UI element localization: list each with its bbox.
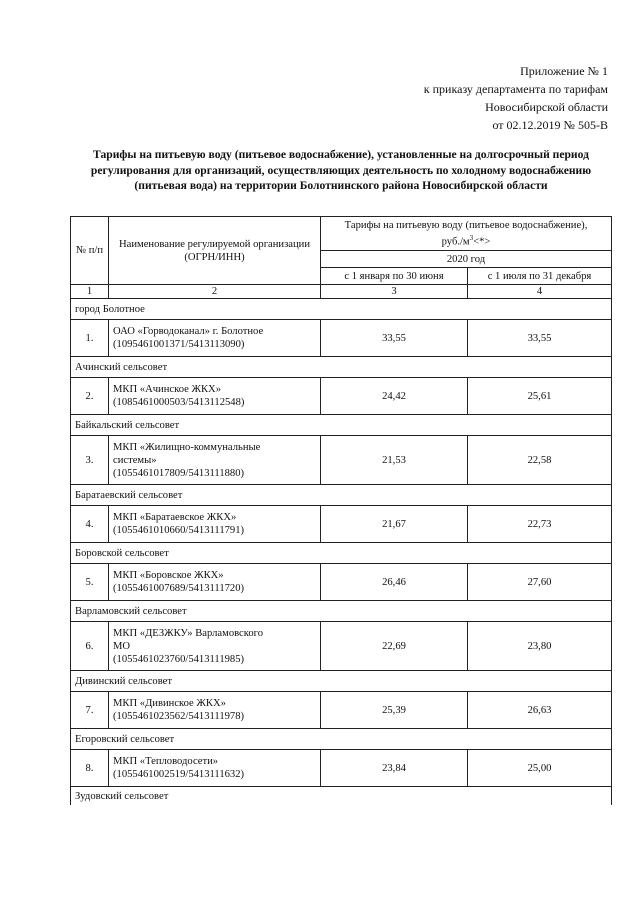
row-organization: МКП «Боровское ЖКХ» (1055461007689/5413111720) [109, 564, 321, 601]
annex-line-1: Приложение № 1 [520, 64, 608, 78]
section-title: город Болотное [71, 299, 612, 320]
header-tariff-unit: руб./м [441, 236, 470, 248]
tariff-table [70, 216, 612, 805]
row-organization: МКП «Баратаевское ЖКХ» (1055461010660/5413111791) [109, 506, 321, 543]
row-tariff-h2: 23,80 [468, 622, 612, 671]
row-tariff-h1: 21,67 [321, 506, 468, 543]
header-period-2: с 1 июля по 31 декабря [468, 268, 612, 285]
row-tariff-h1: 24,42 [321, 378, 468, 415]
row-tariff-h1: 26,46 [321, 564, 468, 601]
row-organization: МКП «Тепловодосети» (1055461002519/5413111632) [109, 750, 321, 787]
row-organization: МКП «Жилищно-коммунальные системы» (1055461017809/5413111880) [109, 436, 321, 485]
section-title: Варламовский сельсовет [71, 601, 612, 622]
row-tariff-h2: 33,55 [468, 320, 612, 357]
row-tariff-h2: 25,61 [468, 378, 612, 415]
header-year: 2020 год [321, 251, 612, 268]
header-tariff-main: Тарифы на питьевую воду (питьевое водоснабжение), [344, 219, 588, 231]
header-tariff-note: <*> [473, 236, 491, 248]
header-tariff-sup: 3 [469, 233, 474, 242]
section-title: Баратаевский сельсовет [71, 485, 612, 506]
row-organization: ОАО «Горводоканал» г. Болотное (1095461001371/5413113090) [109, 320, 321, 357]
row-number: 2. [71, 378, 109, 415]
table-row [71, 320, 612, 357]
table-row [71, 564, 612, 601]
colnum-1: 1 [71, 285, 109, 299]
table-row [71, 622, 612, 671]
colnum-4: 4 [468, 285, 612, 299]
row-tariff-h1: 22,69 [321, 622, 468, 671]
row-number: 6. [71, 622, 109, 671]
header-period-1: с 1 января по 30 июня [321, 268, 468, 285]
row-organization: МКП «ДЕЗЖКУ» Варламовского МО (1055461023760/5413111985) [109, 622, 321, 671]
section-title: Дивинский сельсовет [71, 671, 612, 692]
row-organization: МКП «Дивинское ЖКХ» (1055461023562/5413111978) [109, 692, 321, 729]
row-tariff-h2: 26,63 [468, 692, 612, 729]
document-title: Тарифы на питьевую воду (питьевое водоснабжение), установленные на долгосрочный период регулирования для организаций, осуществляющих деятельность по холодному водоснабжению (питьевая вода) на территории Болотнинского района Новосибирской области [90, 148, 592, 192]
row-tariff-h2: 25,00 [468, 750, 612, 787]
section-title: Боровской сельсовет [71, 543, 612, 564]
row-tariff-h1: 25,39 [321, 692, 468, 729]
row-tariff-h1: 23,84 [321, 750, 468, 787]
colnum-3: 3 [321, 285, 468, 299]
table-row [71, 378, 612, 415]
row-tariff-h1: 21,53 [321, 436, 468, 485]
annex-line-2: к приказу департамента по тарифам [423, 82, 608, 96]
table-row [71, 436, 612, 485]
section-title: Егоровский сельсовет [71, 729, 612, 750]
annex-line-3: Новосибирской области [485, 100, 608, 114]
row-number: 8. [71, 750, 109, 787]
row-number: 3. [71, 436, 109, 485]
header-num: № п/п [71, 217, 109, 285]
row-number: 5. [71, 564, 109, 601]
row-number: 4. [71, 506, 109, 543]
table-row [71, 692, 612, 729]
row-tariff-h1: 33,55 [321, 320, 468, 357]
annex-line-4: от 02.12.2019 № 505-В [492, 118, 608, 132]
table-row [71, 506, 612, 543]
row-organization: МКП «Ачинское ЖКХ» (1085461000503/5413112548) [109, 378, 321, 415]
annex-header [424, 62, 608, 134]
section-title: Зудовский сельсовет [71, 787, 612, 806]
section-title: Байкальский сельсовет [71, 415, 612, 436]
header-tariff [321, 217, 612, 251]
colnum-2: 2 [109, 285, 321, 299]
section-title: Ачинский сельсовет [71, 357, 612, 378]
row-tariff-h2: 22,58 [468, 436, 612, 485]
row-number: 1. [71, 320, 109, 357]
row-tariff-h2: 22,73 [468, 506, 612, 543]
header-org: Наименование регулируемой организации (ОГРН/ИНН) [109, 217, 321, 285]
row-number: 7. [71, 692, 109, 729]
table-row [71, 750, 612, 787]
row-tariff-h2: 27,60 [468, 564, 612, 601]
